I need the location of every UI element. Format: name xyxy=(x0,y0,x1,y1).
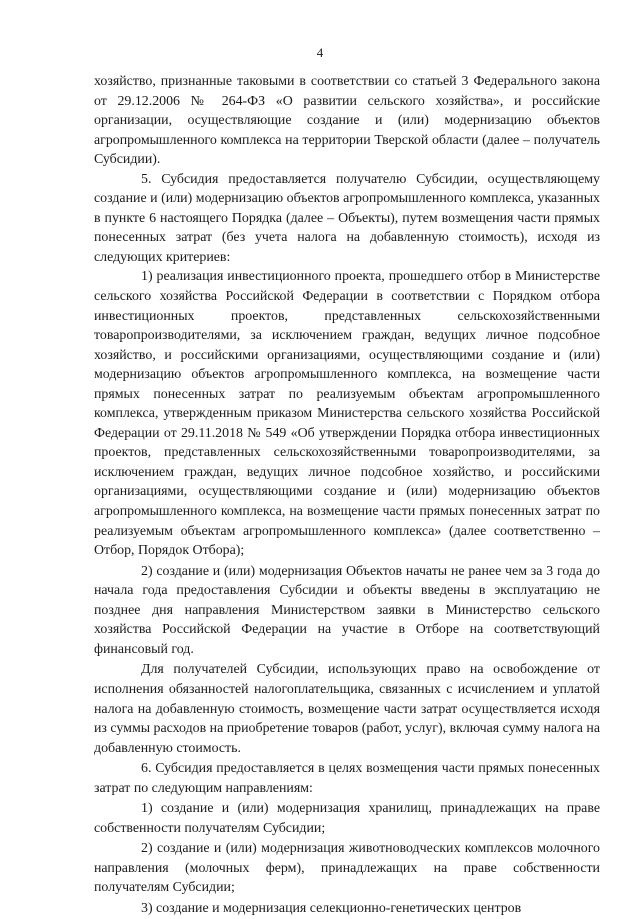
document-body xyxy=(94,72,600,919)
page-number: 4 xyxy=(316,45,324,60)
paragraph-criterion-2: 2) создание и (или) модернизация Объектов начаты не ранее чем за 3 года до начала года предоставления Субсидии и объекты введены в эксплуатацию не позднее дня направления Министерством заявки в Министерство сельского хозяйства Российской Федерации на участие в Отборе на соответствующий финансовый год. xyxy=(94,563,600,657)
paragraph-clause-6: 6. Субсидия предоставляется в целях возмещения части прямых понесенных затрат по следующим направлениям: xyxy=(94,761,600,796)
paragraph-recipient-definition-end: хозяйство, признанные таковыми в соответствии со статьей 3 Федерального закона от 29.12.2006 № 264-ФЗ «О развитии сельского хозяйства», и российские организации, осуществляющие создание и (или) модернизацию объектов агропромышленного комплекса на территории Тверской области (далее – получатель Субсидии). xyxy=(94,74,600,168)
paragraph-criterion-1: 1) реализация инвестиционного проекта, прошедшего отбор в Министерстве сельского хозяйства Российской Федерации в соответствии с Порядком отбора инвестиционных проектов, представленных сельскохозяйственными товаропроизводителями, за исключением граждан, ведущих личное подсобное хозяйство, и российскими организациями, осуществляющими создание и (или) модернизацию объектов агропромышленного комплекса, на возмещение части прямых понесенных затрат по реализуемым объектам агропромышленного комплекса, утвержденным приказом Министерства сельского хозяйства Российской Федерации от 29.11.2018 № 549 «Об утверждении Порядка отбора инвестиционных проектов, представленных сельскохозяйственными товаропроизводителями, за исключением граждан, ведущих личное подсобное хозяйство, и российскими организациями, осуществляющими создание и (или) модернизацию объектов агропромышленного комплекса, на возмещение части прямых понесенных затрат по реализуемым объектам агропромышленного комплекса» (далее соответственно – Отбор, Порядок Отбора); xyxy=(94,269,600,559)
paragraph-direction-1: 1) создание и (или) модернизация хранилищ, принадлежащих на праве собственности получателям Субсидии; xyxy=(94,801,600,836)
paragraph-direction-2: 2) создание и (или) модернизация животноводческих комплексов молочного направления (молочных ферм), принадлежащих на праве собственности получателям Субсидии; xyxy=(94,841,600,896)
paragraph-vat-exemption: Для получателей Субсидии, использующих право на освобождение от исполнения обязанностей налогоплательщика, связанных с исчислением и уплатой налога на добавленную стоимость, возмещение части затрат осуществляется исходя из суммы расходов на приобретение товаров (работ, услуг), включая сумму налога на добавленную стоимость. xyxy=(94,662,600,756)
paragraph-direction-3: 3) создание и модернизация селекционно-генетических центров xyxy=(141,900,522,916)
paragraph-clause-5: 5. Субсидия предоставляется получателю Субсидии, осуществляющему создание и (или) модернизацию объектов агропромышленного комплекса, указанных в пункте 6 настоящего Порядка (далее – Объекты), путем возмещения части прямых понесенных затрат (без учета налога на добавленную стоимость), исходя из следующих критериев: xyxy=(94,171,600,265)
